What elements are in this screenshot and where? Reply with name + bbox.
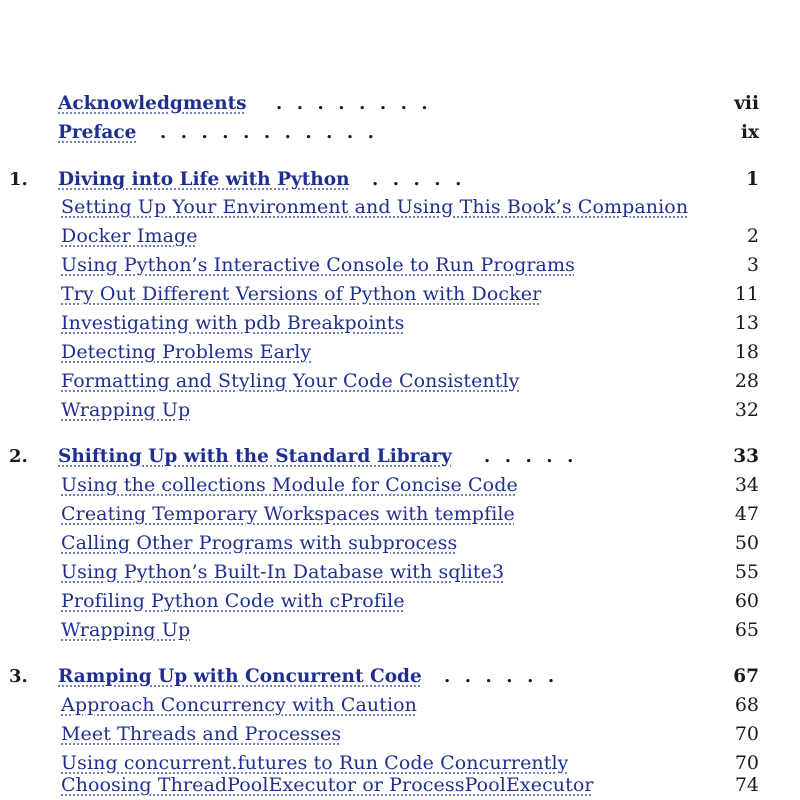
toc-page-number: 11: [734, 283, 759, 305]
toc-section: [0, 367, 800, 396]
toc-section: [0, 691, 800, 720]
chapter-number: 3.: [9, 666, 28, 687]
toc-section: [0, 222, 800, 251]
toc-section: [0, 309, 800, 338]
toc-section: [0, 771, 800, 800]
toc-section: [0, 193, 800, 222]
toc-link-section[interactable]: Meet Threads and Processes: [61, 723, 342, 745]
toc-section: [0, 529, 800, 558]
toc-page-number: 34: [734, 474, 759, 496]
toc-link-section[interactable]: Wrapping Up: [61, 399, 191, 421]
toc-page-number: 47: [734, 503, 759, 525]
toc-link-chapter-2[interactable]: Shifting Up with the Standard Library: [58, 446, 452, 467]
toc-chapter-3: [0, 662, 800, 691]
toc-page-number: 33: [733, 446, 759, 467]
toc-link-section[interactable]: Calling Other Programs with subprocess: [61, 532, 458, 554]
toc-link-section[interactable]: Wrapping Up: [61, 619, 191, 641]
chapter-number: 2.: [9, 446, 28, 467]
toc-section: [0, 558, 800, 587]
toc-page-number: 55: [734, 561, 759, 583]
toc-page-number: vii: [734, 93, 759, 114]
dot-leader: ...........: [160, 122, 389, 143]
toc-page-number: 1: [746, 169, 759, 190]
toc-link-section[interactable]: Approach Concurrency with Caution: [61, 694, 418, 716]
toc-link-acknowledgments[interactable]: Acknowledgments: [58, 93, 247, 114]
toc-link-section[interactable]: Try Out Different Versions of Python with Docker: [61, 283, 542, 305]
toc-entry-acknowledgments: [0, 89, 800, 118]
toc-link-chapter-3[interactable]: Ramping Up with Concurrent Code: [58, 666, 422, 687]
toc-page-number: 13: [734, 312, 759, 334]
toc-page-number: 65: [734, 619, 759, 641]
toc-link-section[interactable]: Detecting Problems Early: [61, 341, 312, 363]
toc-page-number: 3: [746, 254, 759, 276]
dot-leader: ........: [276, 93, 443, 114]
toc-section: [0, 471, 800, 500]
toc-link-section[interactable]: Choosing ThreadPoolExecutor or ProcessPoolExecutor: [61, 774, 594, 796]
toc-chapter-2: [0, 442, 800, 471]
toc-page-number: 74: [734, 774, 759, 796]
toc-link-section[interactable]: Formatting and Styling Your Code Consistently: [61, 370, 520, 392]
toc-link-section[interactable]: Using Python’s Interactive Console to Run Programs: [61, 254, 575, 276]
toc-link-section[interactable]: Investigating with pdb Breakpoints: [61, 312, 405, 334]
toc-link-section[interactable]: Using concurrent.futures to Run Code Concurrently: [61, 752, 569, 774]
toc-section: [0, 720, 800, 749]
toc-link-section[interactable]: Docker Image: [61, 225, 198, 247]
toc-page-number: 2: [746, 225, 759, 247]
toc-section: [0, 587, 800, 616]
toc-page-number: 32: [734, 399, 759, 421]
toc-section: [0, 338, 800, 367]
toc-section: [0, 500, 800, 529]
dot-leader: .....: [372, 169, 476, 190]
toc-link-preface[interactable]: Preface: [58, 122, 137, 143]
toc-chapter-1: [0, 165, 800, 194]
toc-page-number: 50: [734, 532, 759, 554]
toc-section: [0, 251, 800, 280]
dot-leader: ......: [444, 666, 569, 687]
toc-page-number: 70: [734, 752, 759, 774]
toc-section: [0, 280, 800, 309]
toc-page-number: 67: [733, 666, 759, 687]
chapter-number: 1.: [9, 169, 28, 190]
toc-section: [0, 396, 800, 425]
toc-link-section[interactable]: Setting Up Your Environment and Using This Book’s Companion: [61, 196, 689, 218]
toc-link-section[interactable]: Creating Temporary Workspaces with tempfile: [61, 503, 515, 525]
toc-entry-preface: [0, 118, 800, 147]
toc-link-section[interactable]: Using Python’s Built-In Database with sqlite3: [61, 561, 505, 583]
toc-page-number: 28: [734, 370, 759, 392]
toc-page-number: ix: [740, 122, 759, 143]
toc-page-number: 18: [734, 341, 759, 363]
toc-page-number: 68: [734, 694, 759, 716]
toc-link-chapter-1[interactable]: Diving into Life with Python: [58, 169, 350, 190]
toc-page-number: 70: [734, 723, 759, 745]
toc-section: [0, 616, 800, 645]
toc-link-section[interactable]: Using the collections Module for Concise Code: [61, 474, 518, 496]
toc-link-section[interactable]: Profiling Python Code with cProfile: [61, 590, 405, 612]
dot-leader: .....: [484, 446, 588, 467]
toc-page-number: 60: [734, 590, 759, 612]
